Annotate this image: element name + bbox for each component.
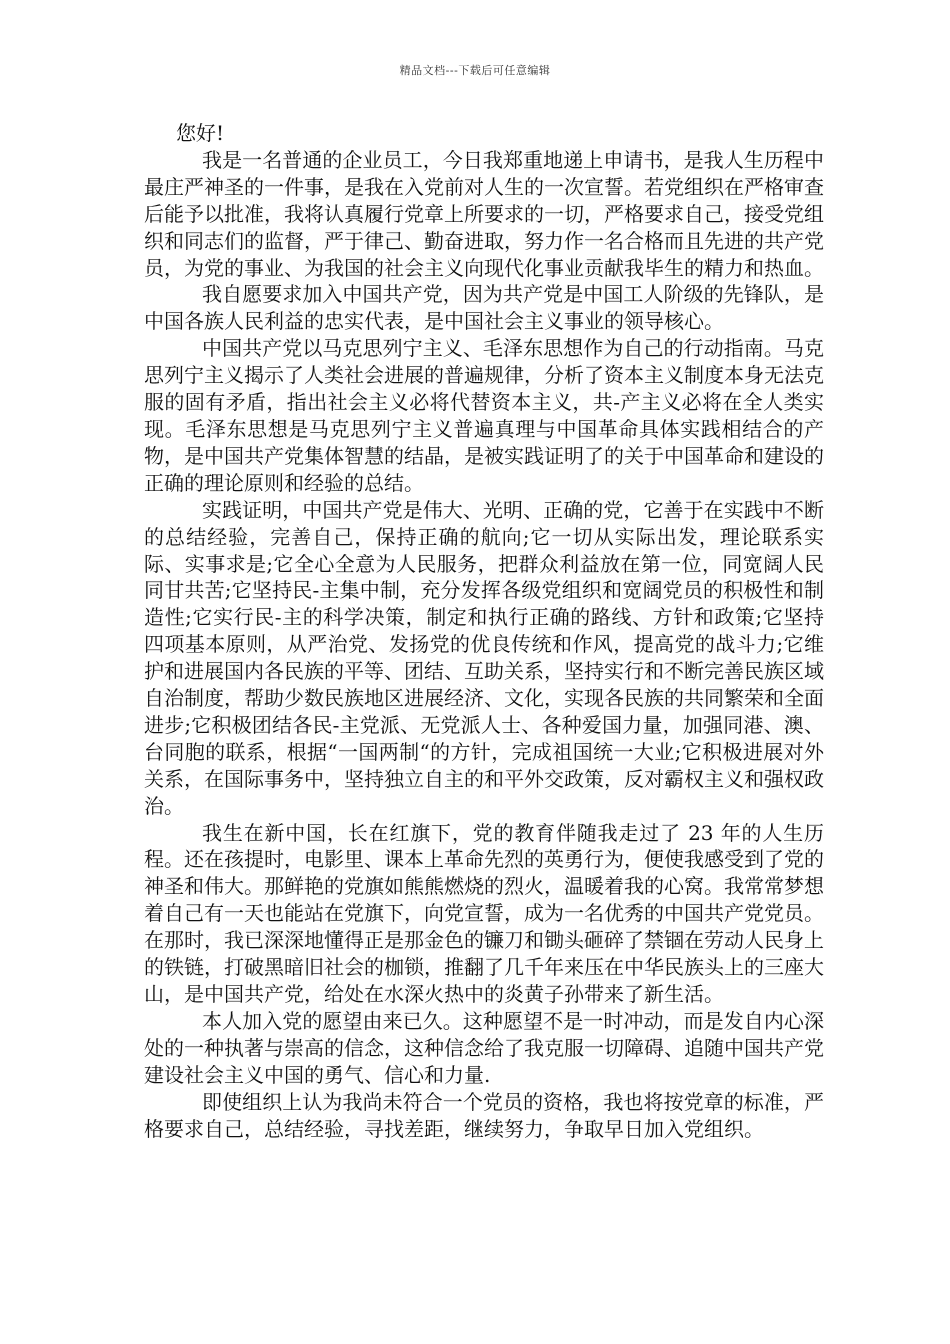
page-header: 精品文档---下载后可任意编辑 <box>399 64 551 77</box>
paragraph-personal-history: 我生在新中国，长在红旗下，党的教育伴随我走过了 23 年的人生历程。还在孩提时，电影里、课本上革命先烈的英勇行为，便使我感受到了党的神圣和伟大。那鲜艳的党旗如熊熊燃烧的烈火，温暖着我的心窝。我常常梦想着自己有一天也能站在党旗下，向党宣誓，成为一名优秀的中国共产党党员。在那时，我已深深地懂得正是那金色的镰刀和锄头砸碎了禁锢在劳动人民身上的铁链，打破黑暗旧社会的枷锁，推翻了几千年来压在中华民族头上的三座大山，是中国共产党，给处在水深火热中的炎黄子孙带来了新生活。 <box>144 820 824 1006</box>
paragraph-aspiration: 本人加入党的愿望由来已久。这种愿望不是一时冲动，而是发自内心深处的一种执著与崇高的信念，这种信念给了我克服一切障碍、追随中国共产党建设社会主义中国的勇气、信心和力量. <box>144 1008 824 1087</box>
letter-body <box>144 120 824 1142</box>
paragraph-ideology: 中国共产党以马克思列宁主义、毛泽东思想作为自己的行动指南。马克思列宁主义揭示了人类社会进展的普遍规律，分析了资本主义制度本身无法克服的固有矛盾，指出社会主义必将代替资本主义，共-产主义必将在全人类实现。毛泽东思想是马克思列宁主义普遍真理与中国革命具体实践相结合的产物，是中国共产党集体智慧的结晶，是被实践证明了的关于中国革命和建设的正确的理论原则和经验的总结。 <box>144 336 824 495</box>
paragraph-commitment: 即使组织上认为我尚未符合一个党员的资格，我也将按党章的标准，严格要求自己，总结经验，寻找差距，继续努力，争取早日加入党组织。 <box>144 1089 824 1141</box>
letter-greeting: 您好! <box>176 121 225 145</box>
paragraph-intro: 我是一名普通的企业员工，今日我郑重地递上申请书，是我人生历程中最庄严神圣的一件事，是我在入党前对人生的一次宣誓。若党组织在严格审查后能予以批准，我将认真履行党章上所要求的一切，严格要求自己，接受党组织和同志们的监督，严于律己、勤奋进取，努力作一名合格而且先进的共产党员，为党的事业、为我国的社会主义向现代化事业贡献我毕生的精力和热血。 <box>144 147 824 280</box>
paragraph-practice: 实践证明，中国共产党是伟大、光明、正确的党，它善于在实践中不断的总结经验，完善自己，保持正确的航向;它一切从实际出发，理论联系实际、实事求是;它全心全意为人民服务，把群众利益放在第一位，同宽阔人民同甘共苦;它坚持民-主集中制，充分发挥各级党组织和宽阔党员的积极性和制造性;它实行民-主的科学决策，制定和执行正确的路线、方针和政策;它坚持四项基本原则，从严治党、发扬党的优良传统和作风，提高党的战斗力;它维护和进展国内各民族的平等、团结、互助关系，坚持实行和不断完善民族区域自治制度，帮助少数民族地区进展经济、文化，实现各民族的共同繁荣和全面进步;它积极团结各民-主党派、无党派人士、各种爱国力量，加强同港、澳、台同胞的联系，根据“一国两制“的方针，完成祖国统一大业;它积极进展对外关系，在国际事务中，坚持独立自主的和平外交政策，反对霸权主义和强权政治。 <box>144 497 824 818</box>
paragraph-motivation: 我自愿要求加入中国共产党，因为共产党是中国工人阶级的先锋队，是中国各族人民利益的忠实代表，是中国社会主义事业的领导核心。 <box>144 282 824 334</box>
